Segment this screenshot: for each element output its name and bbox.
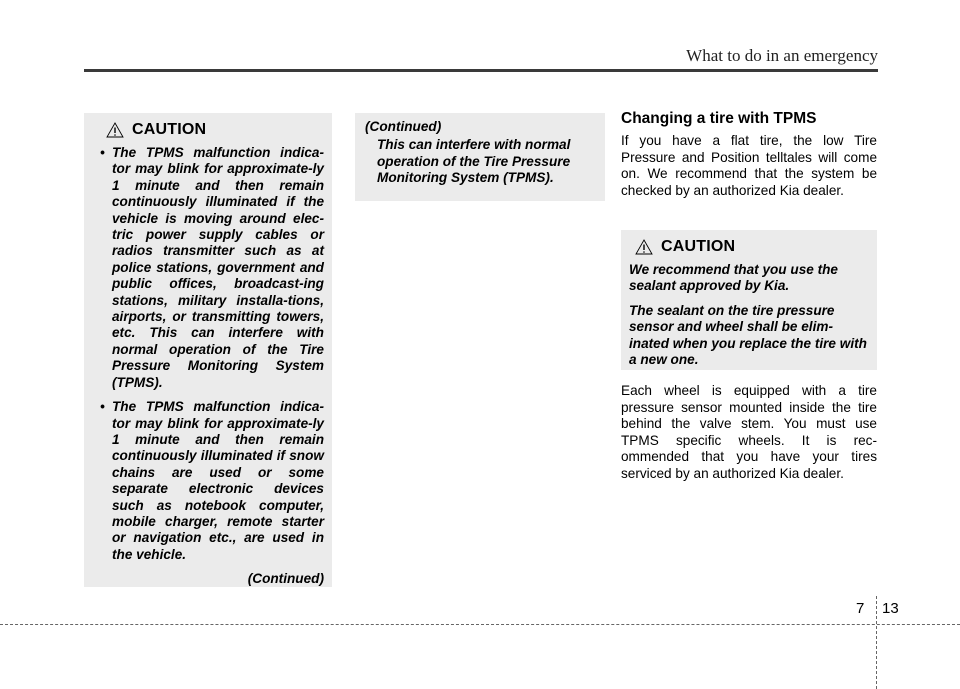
warning-triangle-icon (106, 122, 124, 138)
chapter-number: 7 (856, 600, 865, 617)
caution-paragraph: The sealant on the tire pressure sensor and wheel shall be elim-inated when you replace the tire with a new one. (629, 302, 867, 368)
list-item: • The TPMS malfunction indica-tor may blink for approximate-ly 1 minute and then remain continuously illuminated if the vehicle is moving around elec-tric power supply cables or radios transmitter such as at police stations, government and public offices, broadcast-ing stations, military installa-tions, airports, or transmitting towers, etc. This can interfere with normal operation of the Tire Pressure Monitoring System (TPMS). (100, 145, 324, 390)
continued-text: This can interfere with normal operation of the Tire Pressure Monitoring System (TPMS). (377, 137, 571, 186)
continued-marker: (Continued) (365, 119, 442, 134)
caution-bullet-text: The TPMS malfunction indica-tor may blink for approximate-ly 1 minute and then remain continuously illuminated if the vehicle is moving around elec-tric power supply cables or radios transmitter such as at police stations, government and public offices, broadcast-ing stations, military installa-tions, airports, or transmitting towers, etc. This can interfere with normal operation of the Tire Pressure Monitoring System (TPMS). (112, 145, 324, 390)
caution-title: CAUTION (661, 238, 736, 255)
caution-title: CAUTION (132, 121, 207, 138)
caution-bullet-text: The TPMS malfunction indica-tor may blink for approximate-ly 1 minute and then remain continuously illuminated if snow chains are used or some separate electronic devices such as notebook computer, mobile charger, remote starter or navigation etc., are used in the vehicle. (112, 399, 324, 562)
caution-box-continued (355, 113, 605, 201)
body-paragraph: Each wheel is equipped with a tire pressure sensor mounted inside the tire behind the valve stem. You must use TPMS specific wheels. It is rec-ommended that you have your tires serviced by an authorized Kia dealer. (621, 383, 877, 481)
list-item: • The TPMS malfunction indica-tor may blink for approximate-ly 1 minute and then remain continuously illuminated if snow chains are used or some separate electronic devices such as notebook computer, mobile charger, remote starter or navigation etc., are used in the vehicle. (100, 399, 324, 562)
running-header: What to do in an emergency (686, 46, 878, 65)
page-number: 13 (882, 600, 899, 617)
body-paragraph: If you have a flat tire, the low Tire Pressure and Position telltales will come on. We recommend that the system be checked by an authorized Kia dealer. (621, 133, 877, 198)
caution-heading (106, 121, 324, 139)
caution-box-tpms-malfunction (84, 113, 332, 587)
caution-box-sealant (621, 230, 877, 370)
page-number-divider (876, 596, 877, 689)
footer-rule (0, 624, 960, 625)
section-title: Changing a tire with TPMS (621, 110, 817, 127)
continued-marker: (Continued) (247, 571, 324, 587)
caution-heading (635, 238, 869, 256)
warning-triangle-icon (635, 239, 653, 255)
header-rule (84, 69, 878, 72)
caution-paragraph: We recommend that you use the sealant approved by Kia. (629, 262, 838, 294)
